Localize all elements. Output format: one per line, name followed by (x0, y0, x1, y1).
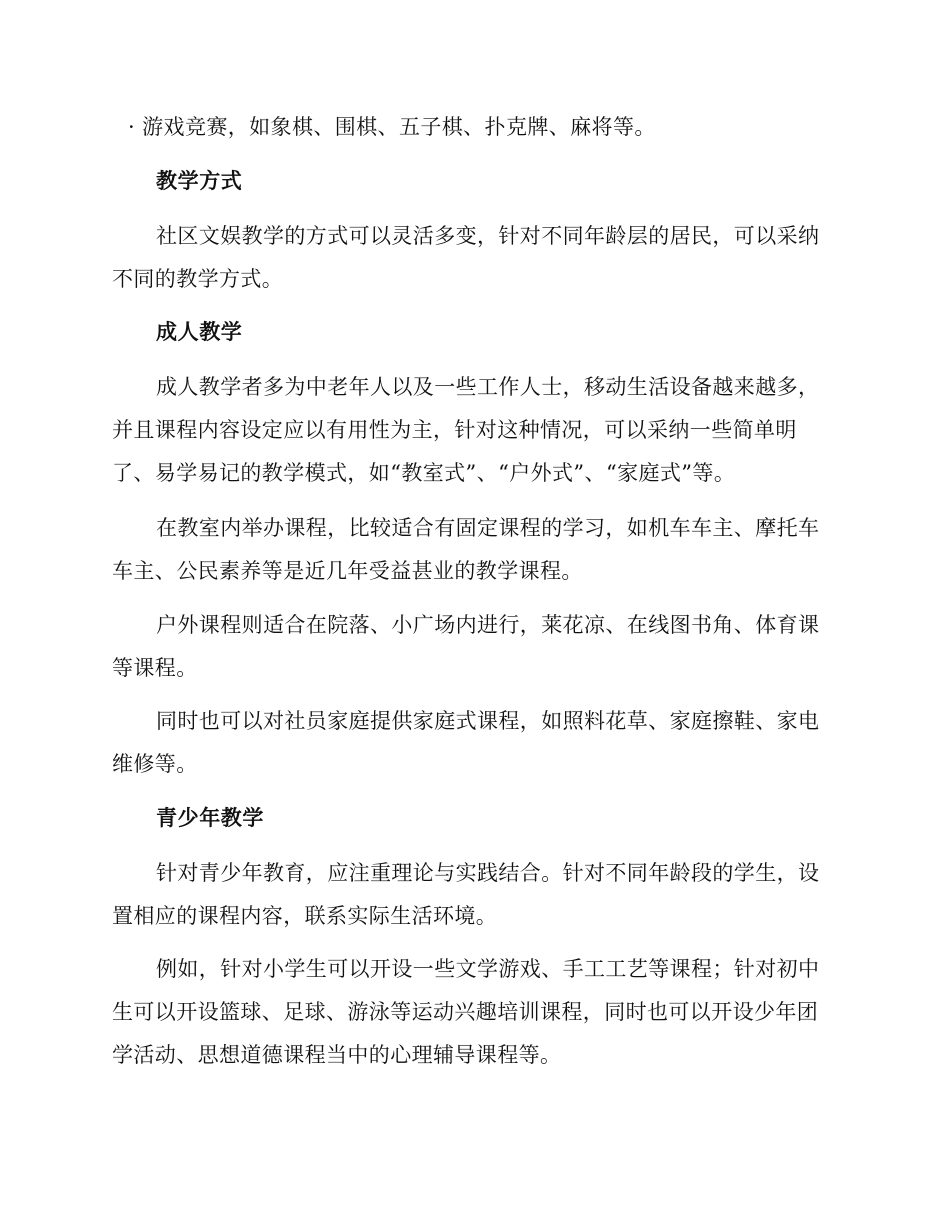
paragraph-line: 社区文娱教学的方式可以灵活多变，针对不同年龄层的居民，可以采纳 (156, 224, 820, 248)
paragraph-adult-4 (112, 700, 832, 786)
paragraph-adult-2 (112, 507, 832, 593)
paragraph-line: 成人教学者多为中老年人以及一些工作人士，移动生活设备越来越多， (156, 375, 820, 399)
paragraph-line: 维修等。 (112, 752, 198, 776)
paragraph-line: 置相应的课程内容，联系实际生活环境。 (112, 904, 498, 928)
heading-youth-teaching: 青少年教学 (156, 806, 264, 830)
paragraph-line: 在教室内举办课程，比较适合有固定课程的学习，如机车车主、摩托车 (156, 516, 820, 540)
paragraph-line: 户外课程则适合在院落、小广场内进行，莱花凉、在线图书角、体育课 (156, 613, 820, 637)
paragraph-line: 了、易学易记的教学模式，如“教室式”、“户外式”、“家庭式”等。 (112, 461, 736, 485)
paragraph-youth-1 (112, 852, 832, 938)
paragraph-line: 等课程。 (112, 656, 198, 680)
paragraph-adult-1 (112, 366, 832, 495)
paragraph-line: 并且课程内容设定应以有用性为主，针对这种情况，可以采纳一些简单明 (112, 418, 797, 442)
paragraph-adult-3 (112, 604, 832, 690)
paragraph-teaching-method (112, 215, 832, 301)
paragraph-line: 学活动、思想道德课程当中的心理辅导课程等。 (112, 1043, 562, 1067)
bullet-item (128, 106, 848, 149)
paragraph-line: 针对青少年教育，应注重理论与实践结合。针对不同年龄段的学生，设 (156, 861, 820, 885)
paragraph-youth-2 (112, 948, 832, 1077)
paragraph-line: 例如，针对小学生可以开设一些文学游戏、手工工艺等课程；针对初中 (156, 957, 820, 981)
paragraph-line: 不同的教学方式。 (112, 267, 284, 291)
paragraph-line: 生可以开设篮球、足球、游泳等运动兴趣培训课程，同时也可以开设少年团 (112, 1000, 819, 1024)
paragraph-line: 同时也可以对社员家庭提供家庭式课程，如照料花草、家庭擦鞋、家电 (156, 709, 820, 733)
bullet-line: · 游戏竞赛，如象棋、围棋、五子棋、扑克牌、麻将等。 (128, 115, 656, 139)
paragraph-line: 车主、公民素养等是近几年受益甚业的教学课程。 (112, 559, 583, 583)
heading-adult-teaching: 成人教学 (156, 320, 243, 344)
heading-teaching-method: 教学方式 (156, 169, 243, 193)
